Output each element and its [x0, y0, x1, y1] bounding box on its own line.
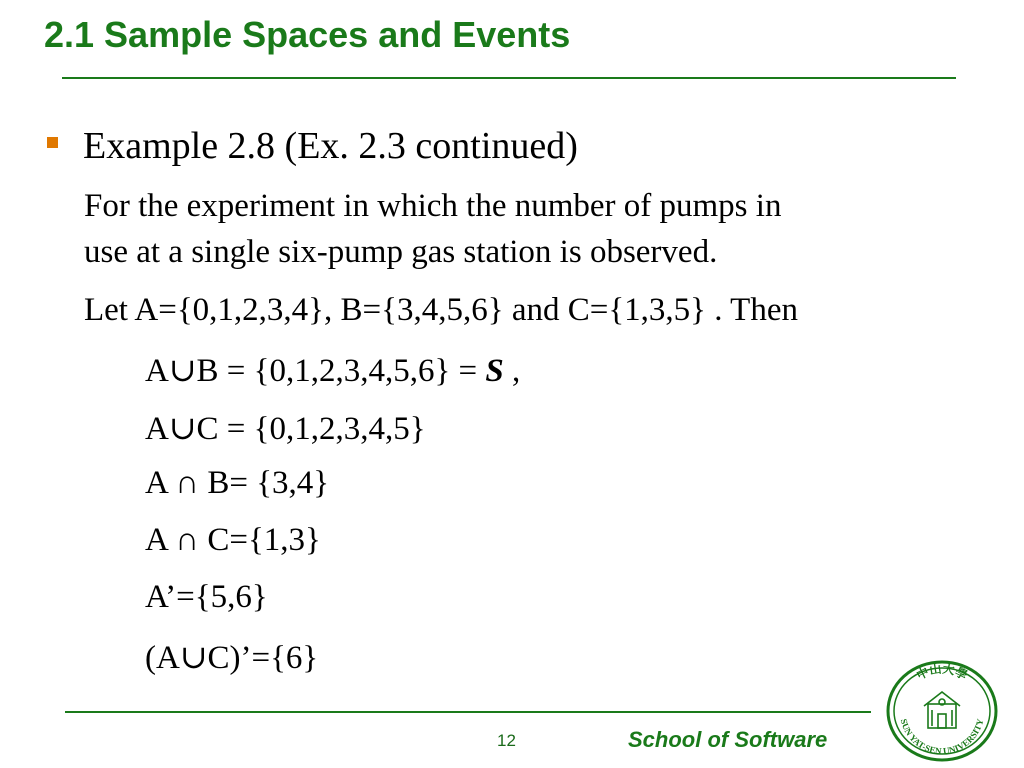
- footer-school-name: School of Software: [628, 727, 828, 752]
- example-heading: Example 2.8 (Ex. 2.3 continued): [83, 125, 578, 167]
- logo-english-text: SUN YAT-SEN UNIVERSITY: [898, 717, 986, 757]
- set-definitions: Let A={0,1,2,3,4}, B={3,4,5,6} and C={1,3,5} . Then: [84, 292, 798, 328]
- equation-intersect-ac: A ∩ C={1,3}: [145, 522, 321, 558]
- equation-complement-union-ac: (A∪C)’={6}: [145, 640, 319, 676]
- equation-intersect-ab: A ∩ B= {3,4}: [145, 465, 330, 501]
- page-number: 12: [497, 731, 516, 750]
- equation-union-ab-suffix: ,: [503, 353, 521, 389]
- slide-title: 2.1 Sample Spaces and Events: [44, 14, 571, 55]
- sample-space-symbol: S: [485, 353, 504, 389]
- paragraph-line-1: For the experiment in which the number of pumps in: [84, 188, 782, 224]
- bullet-square-icon: [47, 137, 58, 148]
- footer-divider: [65, 711, 871, 713]
- equation-union-ab-prefix: A∪B = {0,1,2,3,4,5,6} =: [145, 353, 486, 389]
- title-divider: [62, 77, 956, 79]
- paragraph-line-2: use at a single six-pump gas station is observed.: [84, 234, 718, 270]
- equation-complement-a: A’={5,6}: [145, 579, 268, 615]
- logo-chinese-text: 中山大學: [914, 661, 970, 683]
- university-seal-icon: [886, 660, 998, 762]
- equation-union-ac: A∪C = {0,1,2,3,4,5}: [145, 411, 426, 447]
- equation-union-ab: [145, 350, 520, 390]
